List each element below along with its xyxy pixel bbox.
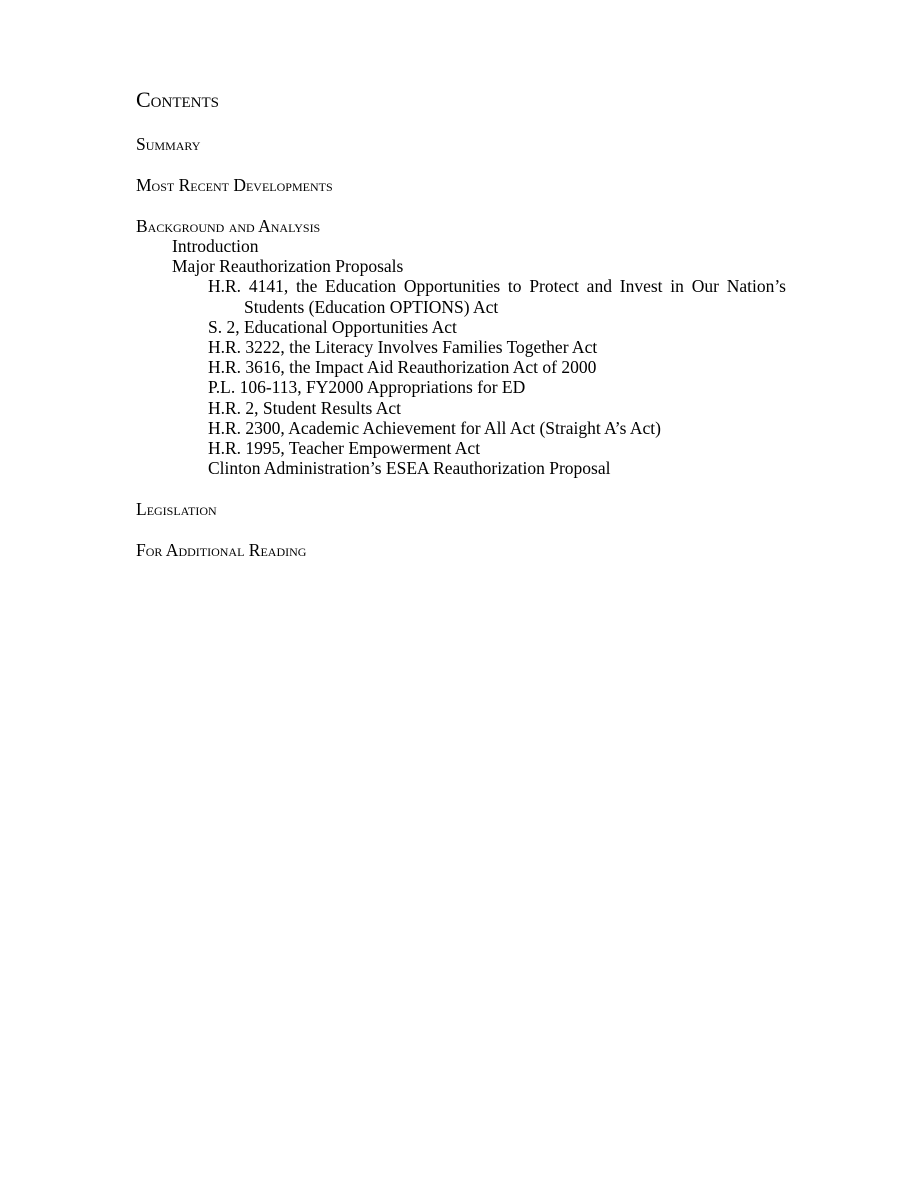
toc-entry-major-reauthorization-proposals[interactable]: Major Reauthorization Proposals: [172, 256, 404, 277]
toc-section-legislation[interactable]: Legislation: [136, 499, 217, 520]
toc-entry-proposal[interactable]: H.R. 4141, the Education Opportunities to Protect and Invest in Our Nation’s Students (Education OPTIONS) Act: [208, 276, 786, 317]
toc-entry-proposal[interactable]: S. 2, Educational Opportunities Act: [208, 316, 457, 337]
toc-entry-proposal[interactable]: H.R. 3616, the Impact Aid Reauthorization Act of 2000: [208, 357, 597, 378]
toc-entry-proposal[interactable]: H.R. 1995, Teacher Empowerment Act: [208, 438, 481, 459]
toc-section-background-and-analysis[interactable]: Background and Analysis: [136, 216, 321, 236]
page-title: Contents: [136, 87, 220, 112]
toc-section-summary[interactable]: Summary: [136, 134, 201, 154]
toc-entry-introduction[interactable]: Introduction: [172, 236, 259, 256]
toc-entry-proposal[interactable]: H.R. 2300, Academic Achievement for All Act (Straight A’s Act): [208, 417, 661, 438]
table-of-contents: [136, 86, 786, 560]
section-spacer: [136, 519, 786, 540]
section-spacer: [136, 195, 786, 216]
toc-entry-proposal[interactable]: P.L. 106-113, FY2000 Appropriations for ED: [208, 377, 526, 398]
section-spacer: [136, 154, 786, 175]
toc-entry-proposal[interactable]: Clinton Administration’s ESEA Reauthorization Proposal: [208, 458, 611, 479]
section-spacer: [136, 478, 786, 499]
toc-entry-proposal[interactable]: H.R. 3222, the Literacy Involves Families Together Act: [208, 337, 598, 358]
toc-section-for-additional-reading[interactable]: For Additional Reading: [136, 540, 307, 561]
toc-entry-proposal[interactable]: H.R. 2, Student Results Act: [208, 397, 401, 418]
toc-section-most-recent-developments[interactable]: Most Recent Developments: [136, 175, 333, 195]
